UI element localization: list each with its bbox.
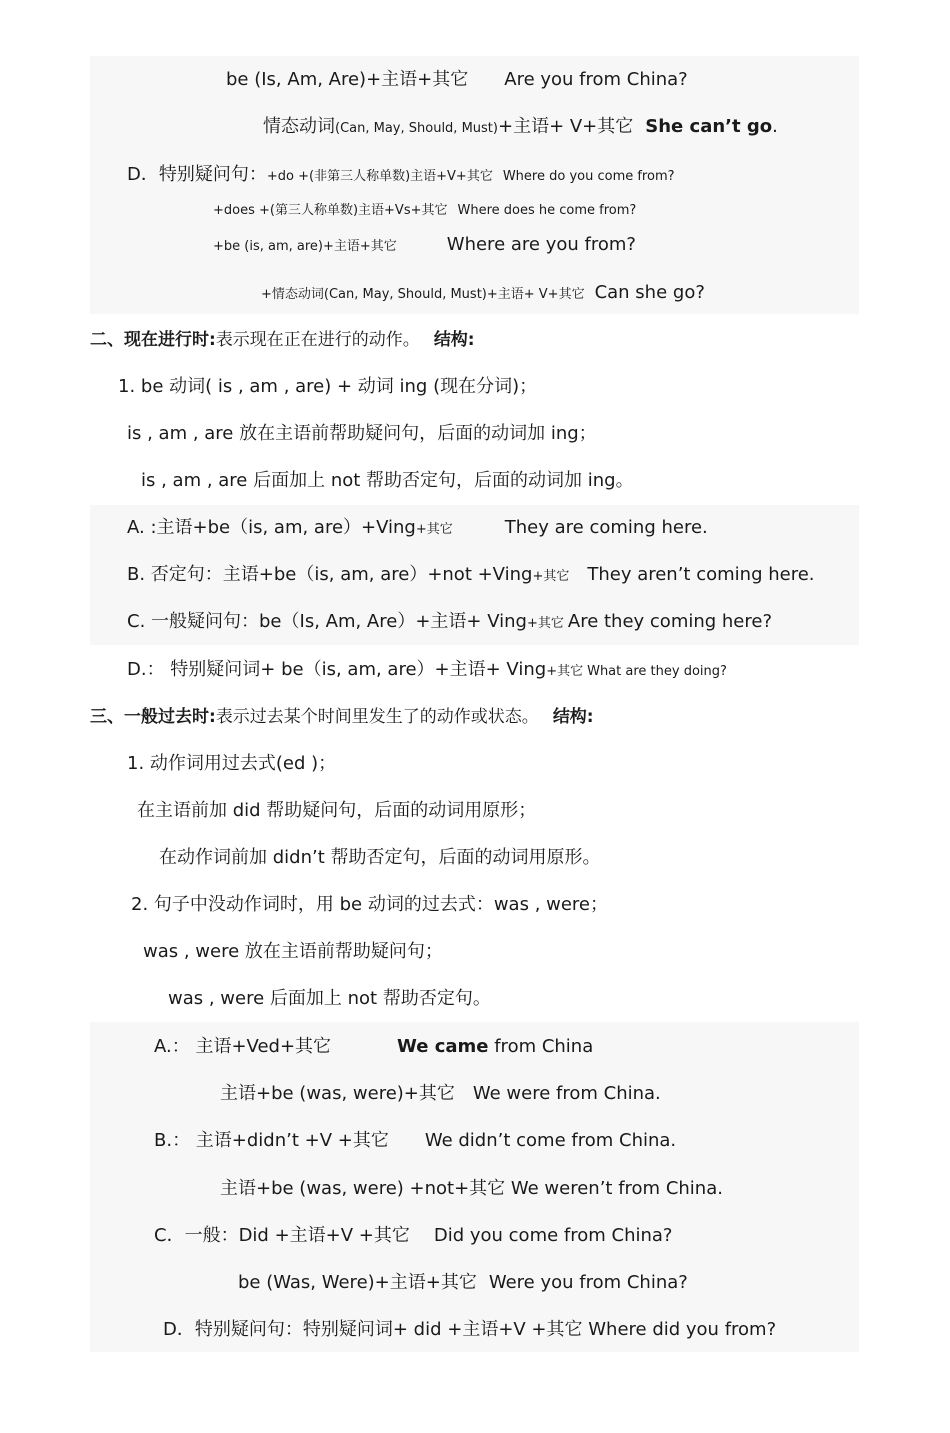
example-text: Did you come from China? [433,1225,673,1246]
rule-line: 在主语前加 did 帮助疑问句，后面的动词用原形； [137,800,537,821]
line-modal-question [263,116,778,140]
label-text: D．特别疑问句： [127,164,267,185]
rule-line: 2. 句子中没动作词时，用 be 动词的过去式：was , were； [131,894,609,915]
rule-line: 在动作词前加 didn’t 帮助否定句，后面的动词用原形。 [159,847,601,868]
formula-small: +be (is, am, are)+主语+其它 [213,239,397,254]
formula-small: (Can, May, Should, Must) [335,121,498,136]
pattern-wh-question [127,659,727,683]
section-desc: 表示过去某个时间里发生了的动作或状态。 [215,707,539,727]
rule-line: is , am , are 放在主语前帮助疑问句，后面的动词加 ing； [127,423,597,444]
formula-small: +情态动词(Can, May, Should, Must)+主语+ V+其它 [261,287,585,302]
pattern-negative [127,564,815,588]
example-text: from China [488,1036,594,1057]
example-text: Can she go? [594,282,705,303]
line-wh-be [213,234,636,258]
line-be-question [226,69,688,91]
formula-small: +其它 [526,616,564,631]
past-negative-be: 主语+be (was, were) +not+其它 We weren’t from China. [220,1178,723,1199]
line-wh-modal [261,282,705,306]
rule-line: was , were 放在主语前帮助疑问句； [143,941,443,962]
formula-text: A.： 主语+Ved+其它 [154,1036,332,1057]
example-small: What are they doing? [587,664,727,679]
punct: . [772,116,778,137]
line-wh-do [127,164,675,188]
example-text: Were you from China? [488,1272,688,1293]
formula-text: C. 一般疑问句：be（Is, Am, Are）+主语+ Ving [127,611,527,632]
example-small: Where do you come from? [502,169,675,184]
past-affirmative-verb [154,1036,593,1058]
rule-line: 1. 动作词用过去式(ed )； [127,753,337,774]
past-general-question [154,1225,672,1247]
section-heading-simple-past [90,706,594,728]
formula-small: +do +(非第三人称单数)主语+V+其它 [266,169,493,184]
formula-text: B.： 主语+didn’t +V +其它 [154,1130,389,1151]
example-text: Are they coming here? [567,611,773,632]
section-title: 二、现在进行时: [90,330,216,350]
formula-small: +does +(第三人称单数)主语+Vs+其它 [213,203,448,218]
past-wh-question: D．特别疑问句：特别疑问词+ did +主语+V +其它 Where did you from? [163,1319,777,1340]
formula-text: 情态动词 [263,116,335,137]
line-wh-does [213,198,636,222]
example-small: Where does he come from? [457,203,637,218]
past-affirmative-be [220,1083,661,1105]
formula-text: D.： 特别疑问词+ be（is, am, are）+主语+ Ving [127,659,547,680]
formula-small: +其它 [415,522,453,537]
formula-text: B. 否定句：主语+be（is, am, are）+not +Ving [127,564,533,585]
section-title: 三、一般过去时: [90,707,216,727]
example-text: We were from China. [472,1083,661,1104]
example-text: They aren’t coming here. [587,564,815,585]
rule-line: is , am , are 后面加上 not 帮助否定句，后面的动词加 ing。 [141,470,634,491]
structure-label: 结构: [552,707,594,727]
section-desc: 表示现在正在进行的动作。 [215,330,420,350]
formula-small: +其它 [532,569,570,584]
example-text: Are you from China? [504,69,688,90]
structure-label: 结构: [433,330,475,350]
formula-small: +其它 [546,664,584,679]
example-bold: She can’t go [645,116,773,137]
formula-text: C．一般：Did +主语+V +其它 [154,1225,410,1246]
formula-text: 主语+be (was, were)+其它 [220,1083,455,1104]
formula-text: be (Was, Were)+主语+其它 [238,1272,477,1293]
example-text: We didn’t come from China. [424,1130,677,1151]
formula-text: +主语+ V+其它 [497,116,634,137]
example-text: They are coming here. [504,517,708,538]
past-negative-verb [154,1130,676,1152]
pattern-general-question [127,611,772,635]
example-text: Where are you from? [446,234,636,255]
formula-text: be (Is, Am, Are)+主语+其它 [226,69,469,90]
pattern-affirmative [127,517,708,541]
section-heading-present-continuous [90,329,475,351]
example-bold: We came [397,1036,489,1057]
formula-text: A. :主语+be（is, am, are）+Ving [127,517,416,538]
rule-line: was , were 后面加上 not 帮助否定句。 [168,988,491,1009]
rule-line: 1. be 动词( is , am , are) + 动词 ing (现在分词)； [118,376,538,397]
past-general-question-be [238,1272,688,1294]
